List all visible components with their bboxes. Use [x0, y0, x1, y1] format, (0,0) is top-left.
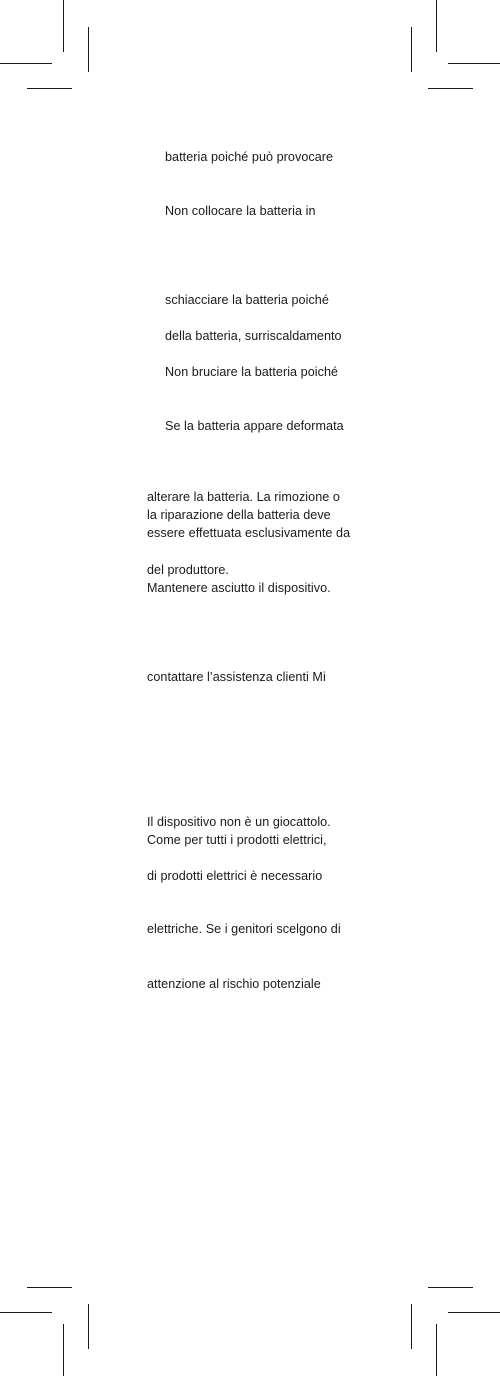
text-line: Il dispositivo non è un giocattolo. — [147, 815, 331, 829]
crop-mark-bottom-left-horizontal-outer — [0, 1312, 52, 1313]
text-line: Mantenere asciutto il dispositivo. — [147, 581, 331, 595]
crop-mark-top-left-horizontal-outer — [0, 63, 52, 64]
crop-mark-bottom-right-horizontal-outer — [448, 1312, 500, 1313]
crop-mark-top-left-vertical-inner — [88, 27, 89, 72]
text-line: di prodotti elettrici è necessario — [147, 869, 323, 883]
text-line: schiacciare la batteria poiché — [165, 293, 329, 307]
crop-mark-top-right-vertical-inner — [411, 27, 412, 72]
crop-mark-top-right-vertical-outer — [436, 0, 437, 52]
text-line: batteria poiché può provocare — [165, 150, 334, 164]
crop-mark-top-right-horizontal-outer — [448, 63, 500, 64]
crop-mark-bottom-right-horizontal-inner — [428, 1287, 473, 1288]
text-line: essere effettuata esclusivamente da — [147, 526, 351, 540]
text-line: Non collocare la batteria in — [165, 204, 316, 218]
crop-mark-bottom-left-vertical-outer — [63, 1324, 64, 1376]
text-line: Non bruciare la batteria poiché — [165, 365, 339, 379]
crop-mark-top-left-horizontal-inner — [27, 88, 72, 89]
text-line: della batteria, surriscaldamento — [165, 329, 342, 343]
crop-mark-bottom-right-vertical-outer — [436, 1324, 437, 1376]
text-line: Come per tutti i prodotti elettrici, — [147, 833, 327, 847]
text-line: alterare la batteria. La rimozione o — [147, 490, 340, 504]
text-line: attenzione al rischio potenziale — [147, 977, 321, 991]
crop-mark-top-right-horizontal-inner — [428, 88, 473, 89]
crop-mark-bottom-left-vertical-inner — [88, 1304, 89, 1349]
crop-mark-bottom-right-vertical-inner — [411, 1304, 412, 1349]
text-line: la riparazione della batteria deve — [147, 508, 331, 522]
crop-mark-top-left-vertical-outer — [63, 0, 64, 52]
text-line: elettriche. Se i genitori scelgono di — [147, 922, 341, 936]
text-line: del produttore. — [147, 563, 229, 577]
text-line: Se la batteria appare deformata — [165, 419, 344, 433]
text-line: contattare l’assistenza clienti Mi — [147, 670, 326, 684]
crop-mark-bottom-left-horizontal-inner — [27, 1287, 72, 1288]
